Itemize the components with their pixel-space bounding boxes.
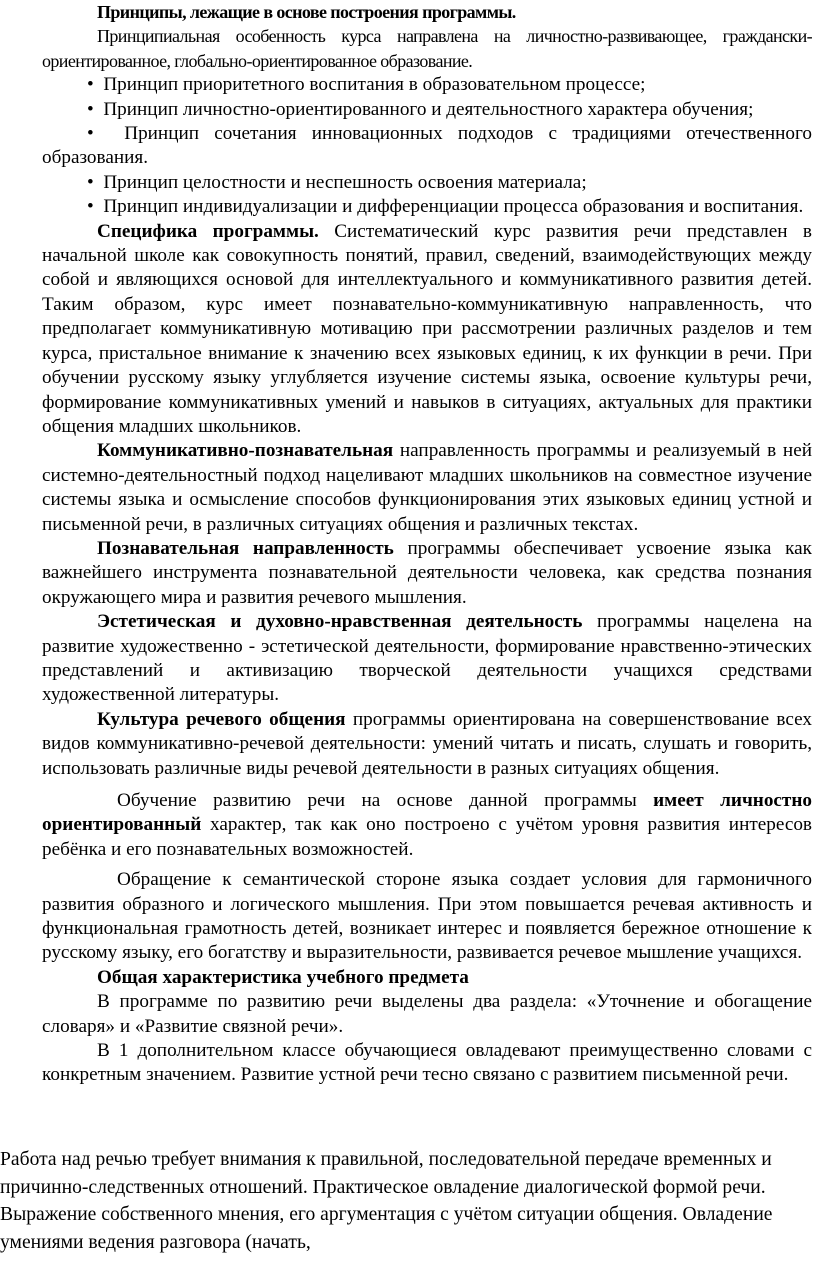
tail-paragraph: Работа над речью требует внимания к правильной, последовательной передаче временных и причинно-следственных отношений. Практическое овладение диалогической формой речи. — [0, 1149, 772, 1198]
paragraph-text: Обучение развитию речи на основе данной программы — [117, 790, 654, 811]
paragraph-text: программы обеспечивает усвоение языка как важнейшего инструмента познавательной деятельности человека, как средства познания окружающего мира и развития речевого мышления. — [42, 537, 812, 608]
bullet-text: Принцип приоритетного воспитания в образовательном процессе; — [103, 74, 646, 96]
communicative-paragraph — [42, 439, 812, 537]
paragraph-text: характер, так как оно построено с учётом уровня развития интересов ребёнка и его познавательных возможностей. — [42, 814, 812, 860]
heading-general — [42, 966, 812, 990]
bullet-text: Принцип индивидуализации и дифференциации процесса образования и воспитания. — [103, 196, 804, 218]
tail-paragraph: Выражение собственного мнения, его аргументация с учётом ситуации общения. Овладение умениями ведения разговора (начать, — [0, 1204, 773, 1253]
bold-term: Познавательная направленность — [97, 537, 394, 559]
learning-paragraph — [42, 789, 812, 862]
paragraph-text: направленность программы и реализуемый в ней системно-деятельностный подход нацеливают младших школьников на совместное изучение системы языка и осмысление способов функционирования этих языковых единиц устной и письменной речи, в различных ситуациях общения и различных текстах. — [42, 440, 812, 535]
bold-term: имеет личностно ориентированный — [42, 790, 812, 836]
bold-term: Культура речевого общения — [97, 708, 346, 730]
cognitive-paragraph — [42, 537, 812, 610]
bullet-item: • Принцип целостности и неспешность освоения материала; — [87, 171, 587, 193]
specifics-paragraph — [42, 220, 812, 440]
aesthetic-paragraph — [42, 610, 812, 708]
bullet-item: • Принцип приоритетного воспитания в образовательном процессе; — [87, 74, 646, 96]
semantic-paragraph: Обращение к семантической стороне языка создает условия для гармоничного развития образного и логического мышления. При этом повышается речевая активность и функциональная грамотность детей, возникает интерес и появляется бережное отношение к русскому языку, его богатству и выразительности, развивается речевое мышление учащихся. — [42, 869, 812, 964]
grade-paragraph: В 1 дополнительном классе обучающиеся овладевают преимущественно словами с конкретным значением. Развитие устной речи тесно связано с развитием письменной речи. — [42, 1040, 812, 1086]
bullet-item: • Принцип сочетания инновационных подходов с традициями отечественного образования. — [42, 123, 812, 169]
bold-term: Эстетическая и духовно-нравственная деятельность — [97, 611, 583, 633]
heading-text: Общая характеристика учебного предмета — [97, 966, 469, 988]
paragraph-text: программы нацелена на развитие художественно - эстетической деятельности, формирование нравственно-этических представлений и активизацию творческой деятельности учащихся средствами художественной литературы. — [42, 611, 812, 706]
bullet-text: Принцип сочетания инновационных подходов с традициями отечественного образования. — [42, 123, 812, 169]
document-body — [42, 0, 812, 1088]
bold-term: Специфика программы. — [97, 220, 319, 242]
culture-paragraph — [42, 708, 812, 781]
bullet-text: Принцип целостности и неспешность освоения материала; — [103, 171, 587, 193]
heading-text: Принципы, лежащие в основе построения программы. — [97, 2, 516, 22]
sections-paragraph: В программе по развитию речи выделены два раздела: «Уточнение и обогащение словаря» и «Развитие связной речи». — [42, 991, 812, 1037]
bullet-item: • Принцип индивидуализации и дифференциации процесса образования и воспитания. — [87, 196, 804, 218]
heading-principles — [42, 0, 812, 24]
bullet-text: Принцип личностно-ориентированного и деятельностного характера обучения; — [103, 98, 754, 120]
intro-paragraph: Принципиальная особенность курса направлена на личностно-развивающее, граждански-ориентированное, глобально-ориентированное образование. — [42, 26, 812, 71]
paragraph-text: программы ориентирована на совершенствование всех видов коммуникативно-речевой деятельности: умений читать и писать, слушать и говорить, использовать различные виды речевой деятельности в разных ситуациях общения. — [42, 708, 812, 779]
tail-text — [0, 1146, 812, 1256]
bold-term: Коммуникативно-познавательная — [97, 440, 394, 462]
bullet-item: • Принцип личностно-ориентированного и деятельностного характера обучения; — [87, 98, 754, 120]
paragraph-text: Систематический курс развития речи представлен в начальной школе как совокупность понятий, правил, сведений, взаимодействующих между собой и являющихся основой для интеллектуального и коммуникативного развития детей. Таким образом, курс имеет познавательно-коммуникативную направленность, что предполагает коммуникативную мотивацию при рассмотрении различных разделов и тем курса, пристальное внимание к значению всех языковых единиц, к их функции в речи. При обучении русскому языку углубляется изучение системы языка, освоение культуры речи, формирование коммуникативных умений и навыков в ситуациях, актуальных для практики общения младших школьников. — [42, 220, 812, 437]
